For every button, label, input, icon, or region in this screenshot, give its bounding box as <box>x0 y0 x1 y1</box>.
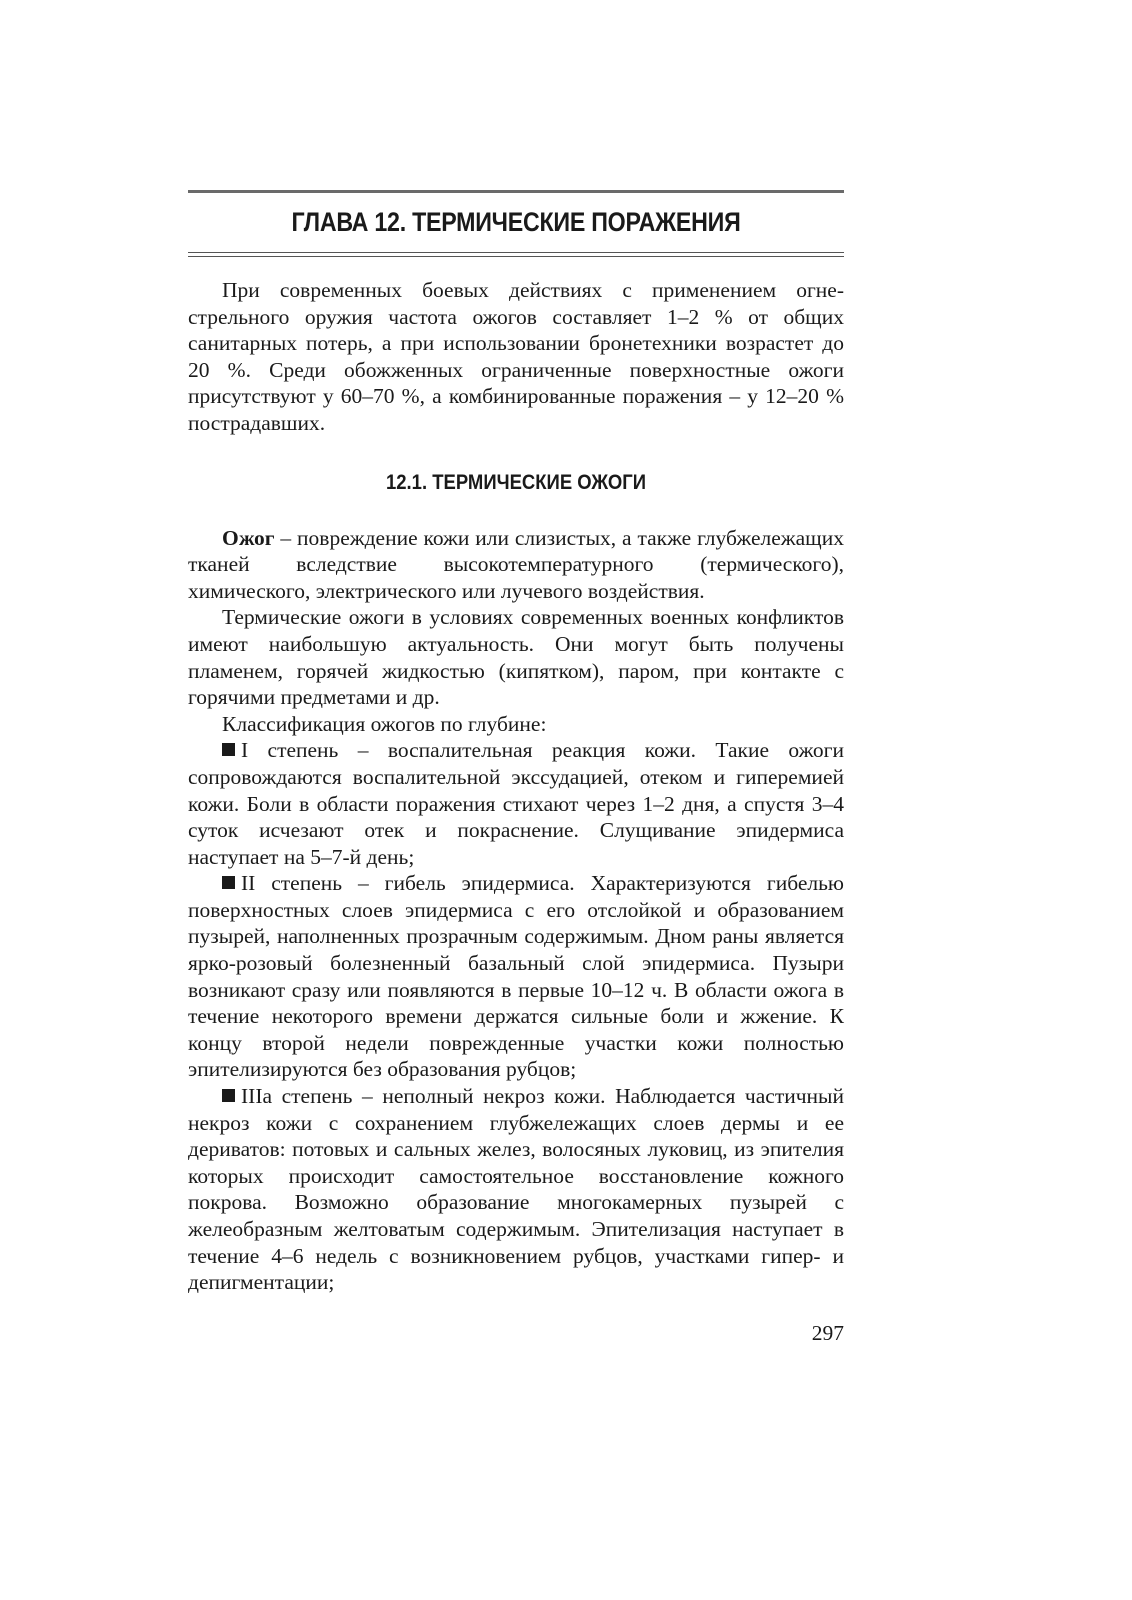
list-item-degree-1 <box>188 737 844 870</box>
top-rule <box>188 190 844 193</box>
page-content <box>188 190 844 1345</box>
conflict-paragraph: Термические ожоги в условиях современных военных конфликтов имеют наибольшую актуальность. Они могут быть получены пламенем, горячей жидкостью (кипятком), паром, при контакте с горячими предметами и др. <box>188 605 844 710</box>
list-item-degree-3a <box>188 1083 844 1296</box>
section-body <box>188 525 844 1296</box>
bullet-square-icon <box>222 876 235 889</box>
intro-paragraph: При современных боевых действиях с применением огнестрельного оружия частота ожогов составляет 1–2 % от общих санитарных потерь, а при использовании бронетехники возрастет до 20 %. Среди обожженных ограниченные поверхностные ожоги присутствуют у 60–70 %, а комбинированные поражения – у 12–20 % пострадавших. <box>188 278 844 435</box>
bullet-square-icon <box>222 1089 235 1102</box>
definition-paragraph <box>188 525 844 605</box>
list-item-text: II степень – гибель эпидермиса. Характеризуются гибелью поверхностных слоев эпидермиса с его отслойкой и образованием пузырей, наполненных прозрачным содержимым. Дном раны является ярко-розовый болезненный базальный слой эпидермиса. Пузыри возникают сразу или появляются в первые 10–12 ч. В области ожога в течение некоторого времени держатся сильные боли и жжение. К концу второй недели поврежденные участки кожи полностью эпителизируются без образования рубцов; <box>188 871 844 1082</box>
classification-intro: Классификация ожогов по глубине: <box>222 711 547 736</box>
list-item-text: I степень – воспалительная реакция кожи. Такие ожоги сопровождаются воспалительной экссудацией, отеком и гиперемией кожи. Боли в области поражения стихают через 1–2 дня, а спустя 3–4 суток исчезают отек и покраснение. Слущивание эпидермиса наступает на 5–7-й день; <box>188 738 844 869</box>
section-title: 12.1. ТЕРМИЧЕСКИЕ ОЖОГИ <box>385 470 647 494</box>
bullet-square-icon <box>222 743 235 756</box>
definition-term: Ожог <box>222 525 275 550</box>
title-double-rule <box>188 252 844 257</box>
list-item-text: IIIа степень – неполный некроз кожи. Наблюдается частичный некроз кожи с сохранением глубжележащих слоев дермы и ее дериватов: потовых и сальных желез, волосяных луковиц, из эпителия которых происходит самостоятельное восстановление кожного покрова. Возможно образование многокамерных пузырей с желеобразным желтоватым содержимым. Эпителизация наступает в течение 4–6 недель с возникновением рубцов, участками гипер- и депигментации; <box>188 1084 844 1295</box>
list-item-degree-2 <box>188 870 844 1083</box>
page-number: 297 <box>811 1321 844 1345</box>
intro-block <box>188 277 844 437</box>
definition-text: – повреждение кожи или слизистых, а также глубжележащих тканей вследствие высокотемпературного (термического), химического, электрического или лучевого воздействия. <box>188 525 844 603</box>
chapter-title: ГЛАВА 12. ТЕРМИЧЕСКИЕ ПОРАЖЕНИЯ <box>291 207 741 237</box>
